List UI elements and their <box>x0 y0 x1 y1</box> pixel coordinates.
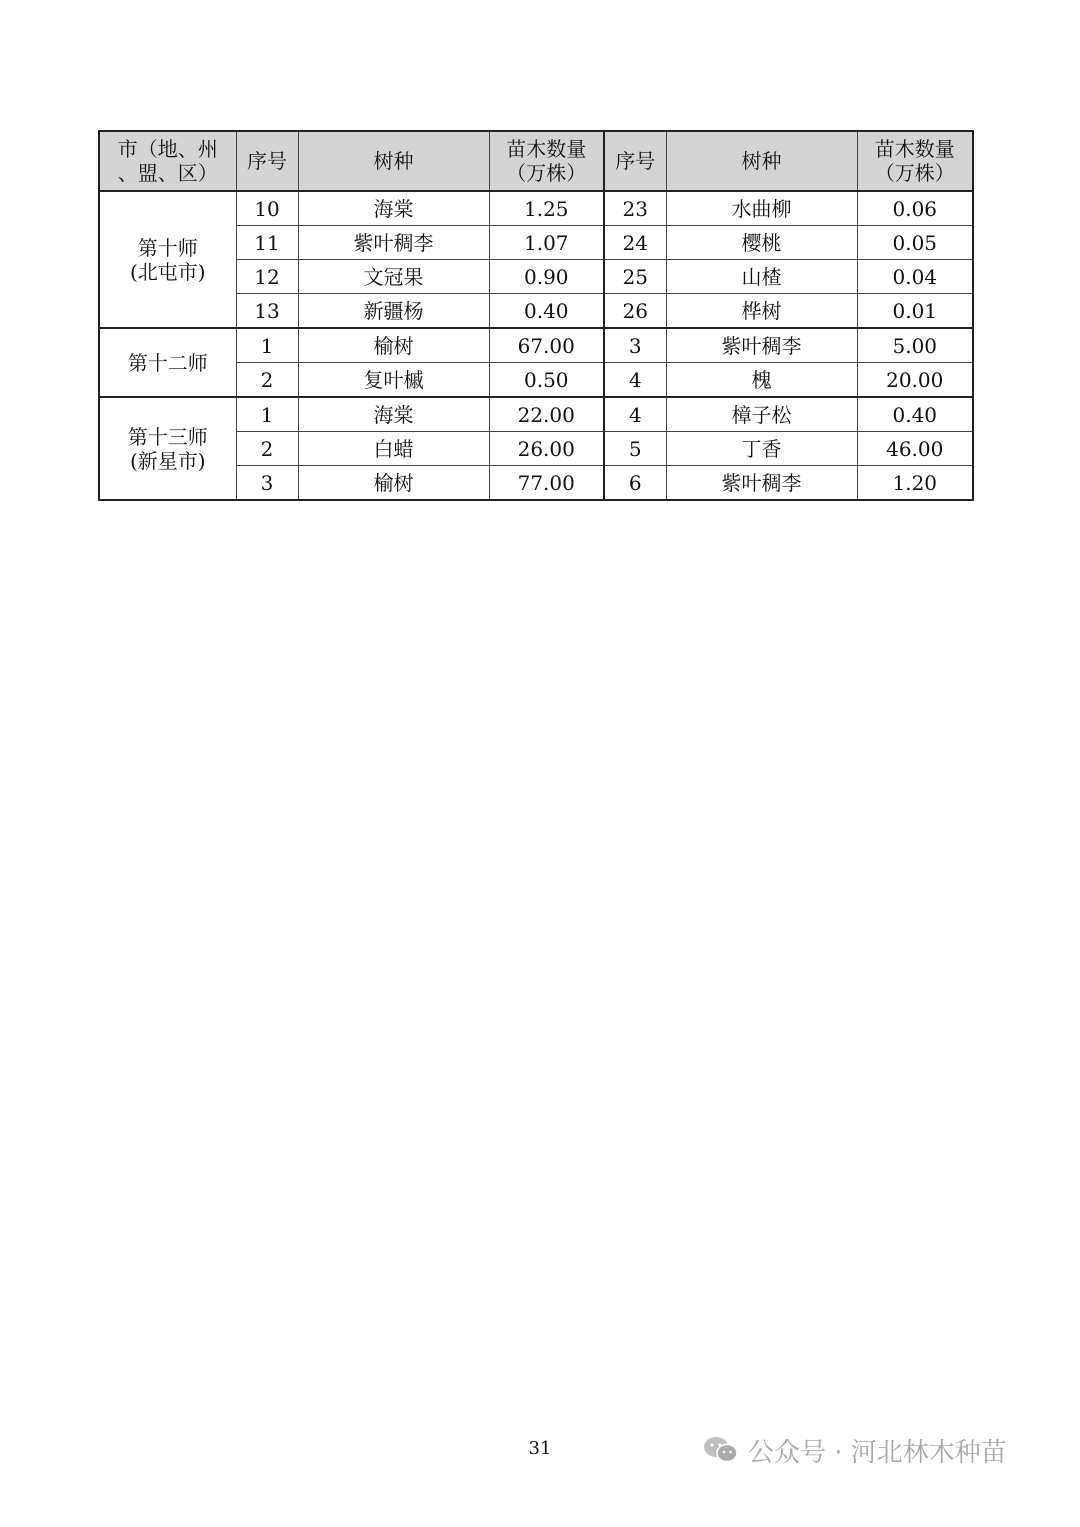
header-qty-right <box>857 131 973 191</box>
seedling-table <box>98 130 974 501</box>
table-row <box>99 328 973 363</box>
watermark-text: 公众号 · 河北林木种苗 <box>748 1437 1007 1468</box>
qty-right-cell: 0.05 <box>857 226 973 260</box>
table-row <box>99 397 973 432</box>
unit-name: 第十师 <box>137 235 198 260</box>
qty-left-cell: 67.00 <box>489 328 604 363</box>
species-left-cell: 海棠 <box>298 397 489 432</box>
qty-left-cell: 77.00 <box>489 466 604 501</box>
qty-left-cell: 1.07 <box>489 226 604 260</box>
species-right-cell: 樱桃 <box>666 226 857 260</box>
qty-left-cell: 22.00 <box>489 397 604 432</box>
table-header <box>99 131 973 191</box>
species-right-cell: 桦树 <box>666 294 857 329</box>
qty-right-cell: 1.20 <box>857 466 973 501</box>
qty-right-cell: 0.01 <box>857 294 973 329</box>
seq-right-cell: 4 <box>604 363 666 398</box>
table-row <box>99 191 973 226</box>
qty-left-cell: 0.40 <box>489 294 604 329</box>
species-right-cell: 丁香 <box>666 432 857 466</box>
header-qty-left-line1: 苗木数量 <box>506 137 587 161</box>
watermark <box>702 1430 1007 1470</box>
header-unit-line2: 、盟、区） <box>117 161 218 185</box>
species-right-cell: 紫叶稠李 <box>666 328 857 363</box>
wechat-icon <box>702 1435 740 1465</box>
header-species-left: 树种 <box>298 131 489 191</box>
species-left-cell: 文冠果 <box>298 260 489 294</box>
seq-right-cell: 25 <box>604 260 666 294</box>
page-number: 31 <box>528 1438 552 1459</box>
species-left-cell: 新疆杨 <box>298 294 489 329</box>
species-left-cell: 白蜡 <box>298 432 489 466</box>
qty-left-cell: 0.90 <box>489 260 604 294</box>
species-left-cell: 榆树 <box>298 466 489 501</box>
unit-cell <box>99 328 236 397</box>
species-left-cell: 复叶槭 <box>298 363 489 398</box>
header-seq-right: 序号 <box>604 131 666 191</box>
seq-left-cell: 1 <box>236 328 298 363</box>
species-right-cell: 槐 <box>666 363 857 398</box>
header-qty-right-line1: 苗木数量 <box>874 137 955 161</box>
seq-left-cell: 13 <box>236 294 298 329</box>
species-left-cell: 紫叶稠李 <box>298 226 489 260</box>
species-left-cell: 榆树 <box>298 328 489 363</box>
unit-name: 第十二师 <box>127 350 208 375</box>
seq-left-cell: 1 <box>236 397 298 432</box>
seq-right-cell: 4 <box>604 397 666 432</box>
seq-right-cell: 26 <box>604 294 666 329</box>
species-right-cell: 樟子松 <box>666 397 857 432</box>
header-qty-right-line2: （万株） <box>874 161 955 185</box>
seq-left-cell: 11 <box>236 226 298 260</box>
seq-left-cell: 10 <box>236 191 298 226</box>
seq-right-cell: 24 <box>604 226 666 260</box>
species-right-cell: 水曲柳 <box>666 191 857 226</box>
header-qty-left-line2: （万株） <box>506 161 587 185</box>
unit-alias: (新星市) <box>129 448 206 473</box>
qty-right-cell: 20.00 <box>857 363 973 398</box>
qty-right-cell: 0.06 <box>857 191 973 226</box>
seq-left-cell: 12 <box>236 260 298 294</box>
header-qty-left <box>489 131 604 191</box>
header-unit <box>99 131 236 191</box>
seq-right-cell: 23 <box>604 191 666 226</box>
header-unit-line1: 市（地、州 <box>117 137 218 161</box>
unit-cell <box>99 397 236 500</box>
seq-left-cell: 3 <box>236 466 298 501</box>
species-right-cell: 山楂 <box>666 260 857 294</box>
unit-cell <box>99 191 236 328</box>
qty-right-cell: 0.04 <box>857 260 973 294</box>
header-species-right: 树种 <box>666 131 857 191</box>
qty-left-cell: 0.50 <box>489 363 604 398</box>
species-right-cell: 紫叶稠李 <box>666 466 857 501</box>
unit-alias: (北屯市) <box>129 259 206 284</box>
seq-right-cell: 5 <box>604 432 666 466</box>
seq-left-cell: 2 <box>236 432 298 466</box>
qty-left-cell: 26.00 <box>489 432 604 466</box>
qty-left-cell: 1.25 <box>489 191 604 226</box>
seq-right-cell: 6 <box>604 466 666 501</box>
table-body <box>99 191 973 500</box>
seq-left-cell: 2 <box>236 363 298 398</box>
unit-name: 第十三师 <box>127 424 208 449</box>
qty-right-cell: 46.00 <box>857 432 973 466</box>
species-left-cell: 海棠 <box>298 191 489 226</box>
qty-right-cell: 0.40 <box>857 397 973 432</box>
header-row <box>99 131 973 191</box>
header-seq-left: 序号 <box>236 131 298 191</box>
qty-right-cell: 5.00 <box>857 328 973 363</box>
seq-right-cell: 3 <box>604 328 666 363</box>
